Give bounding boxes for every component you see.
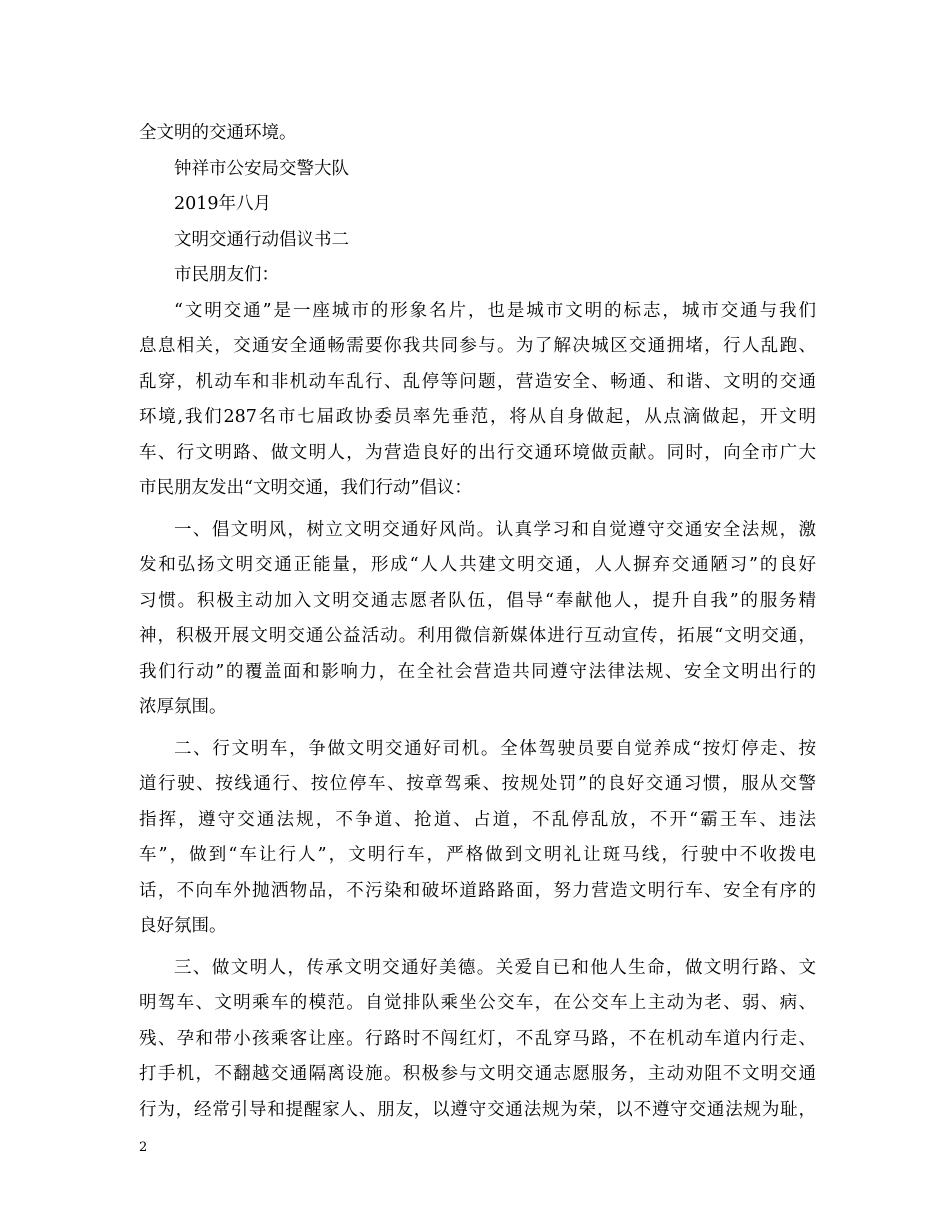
text-line: 车、行文明路、做文明人，为营造良好的出行交通环境做贡献。同时，向全市广大: [139, 442, 816, 463]
text-line: 我们行动”的覆盖面和影响力，在全社会营造共同遵守法律法规、安全文明出行的: [139, 661, 816, 682]
text-line: 话，不向车外抛洒物品，不污染和破坏道路路面，努力营造文明行车、安全有序的: [139, 880, 816, 901]
text-line: 环境,我们287名市七届政协委员率先垂范，将从自身做起，从点滴做起，开文明: [139, 407, 816, 427]
text-line: 良好氛围。: [139, 916, 227, 936]
signature-date: 2019年八月: [174, 194, 272, 214]
text-line: 行为，经常引导和提醒家人、朋友，以遵守交通法规为荣，以不遵守交通法规为耻，: [139, 1099, 816, 1120]
text-line: 车”，做到“车让行人”，文明行车，严格做到文明礼让斑马线，行驶中不收拨电: [139, 845, 816, 865]
salutation: 市民朋友们：: [174, 265, 279, 285]
text-line: “文明交通”是一座城市的形象名片，也是城市文明的标志，城市交通与我们: [174, 300, 816, 321]
text-line: 习惯。积极主动加入文明交通志愿者队伍，倡导“奉献他人，提升自我”的服务精: [139, 590, 816, 611]
section-title: 文明交通行动倡议书二: [174, 229, 349, 250]
text-line: 浓厚氛围。: [139, 697, 227, 717]
text-line: 市民朋友发出“文明交通，我们行动”倡议：: [139, 478, 472, 498]
page-number: 2: [139, 1140, 148, 1155]
text-line: 打手机，不翻越交通隔离设施。积极参与文明交通志愿服务，主动劝阻不文明交通: [139, 1064, 816, 1084]
text-line: 指挥，遵守交通法规，不争道、抢道、占道，不乱停乱放，不开“霸王车、违法: [139, 809, 816, 830]
text-line: 道行驶、按线通行、按位停车、按章驾乘、按规处罚”的良好交通习惯，服从交警: [139, 774, 816, 794]
text-line: 三、做文明人，传承文明交通好美德。关爱自已和他人生命，做文明行路、文: [174, 957, 816, 978]
signature-org: 钟祥市公安局交警大队: [174, 158, 349, 179]
text-line: 息息相关，交通安全通畅需要你我共同参与。为了解决城区交通拥堵，行人乱跑、: [139, 336, 816, 356]
text-line: 神，积极开展文明交通公益活动。利用微信新媒体进行互动宣传，拓展“文明交通，: [139, 626, 816, 646]
text-line: 残、孕和带小孩乘客让座。行路时不闯红灯，不乱穿马路，不在机动车道内行走、: [139, 1028, 816, 1049]
text-line: 一、倡文明风，树立文明交通好风尚。认真学习和自觉遵守交通安全法规，激: [174, 519, 816, 540]
text-line: 发和弘扬文明交通正能量，形成“人人共建文明交通，人人摒弃交通陋习”的良好: [139, 555, 816, 575]
body-text: [139, 116, 816, 1128]
text-line: 二、行文明车，争做文明交通好司机。全体驾驶员要自觉养成“按灯停走、按: [174, 738, 816, 759]
text-line: 全文明的交通环境。: [139, 123, 297, 143]
text-line: 乱穿，机动车和非机动车乱行、乱停等问题，营造安全、畅通、和谐、文明的交通: [139, 371, 816, 392]
text-line: 明驾车、文明乘车的模范。自觉排队乘坐公交车，在公交车上主动为老、弱、病、: [139, 993, 816, 1013]
